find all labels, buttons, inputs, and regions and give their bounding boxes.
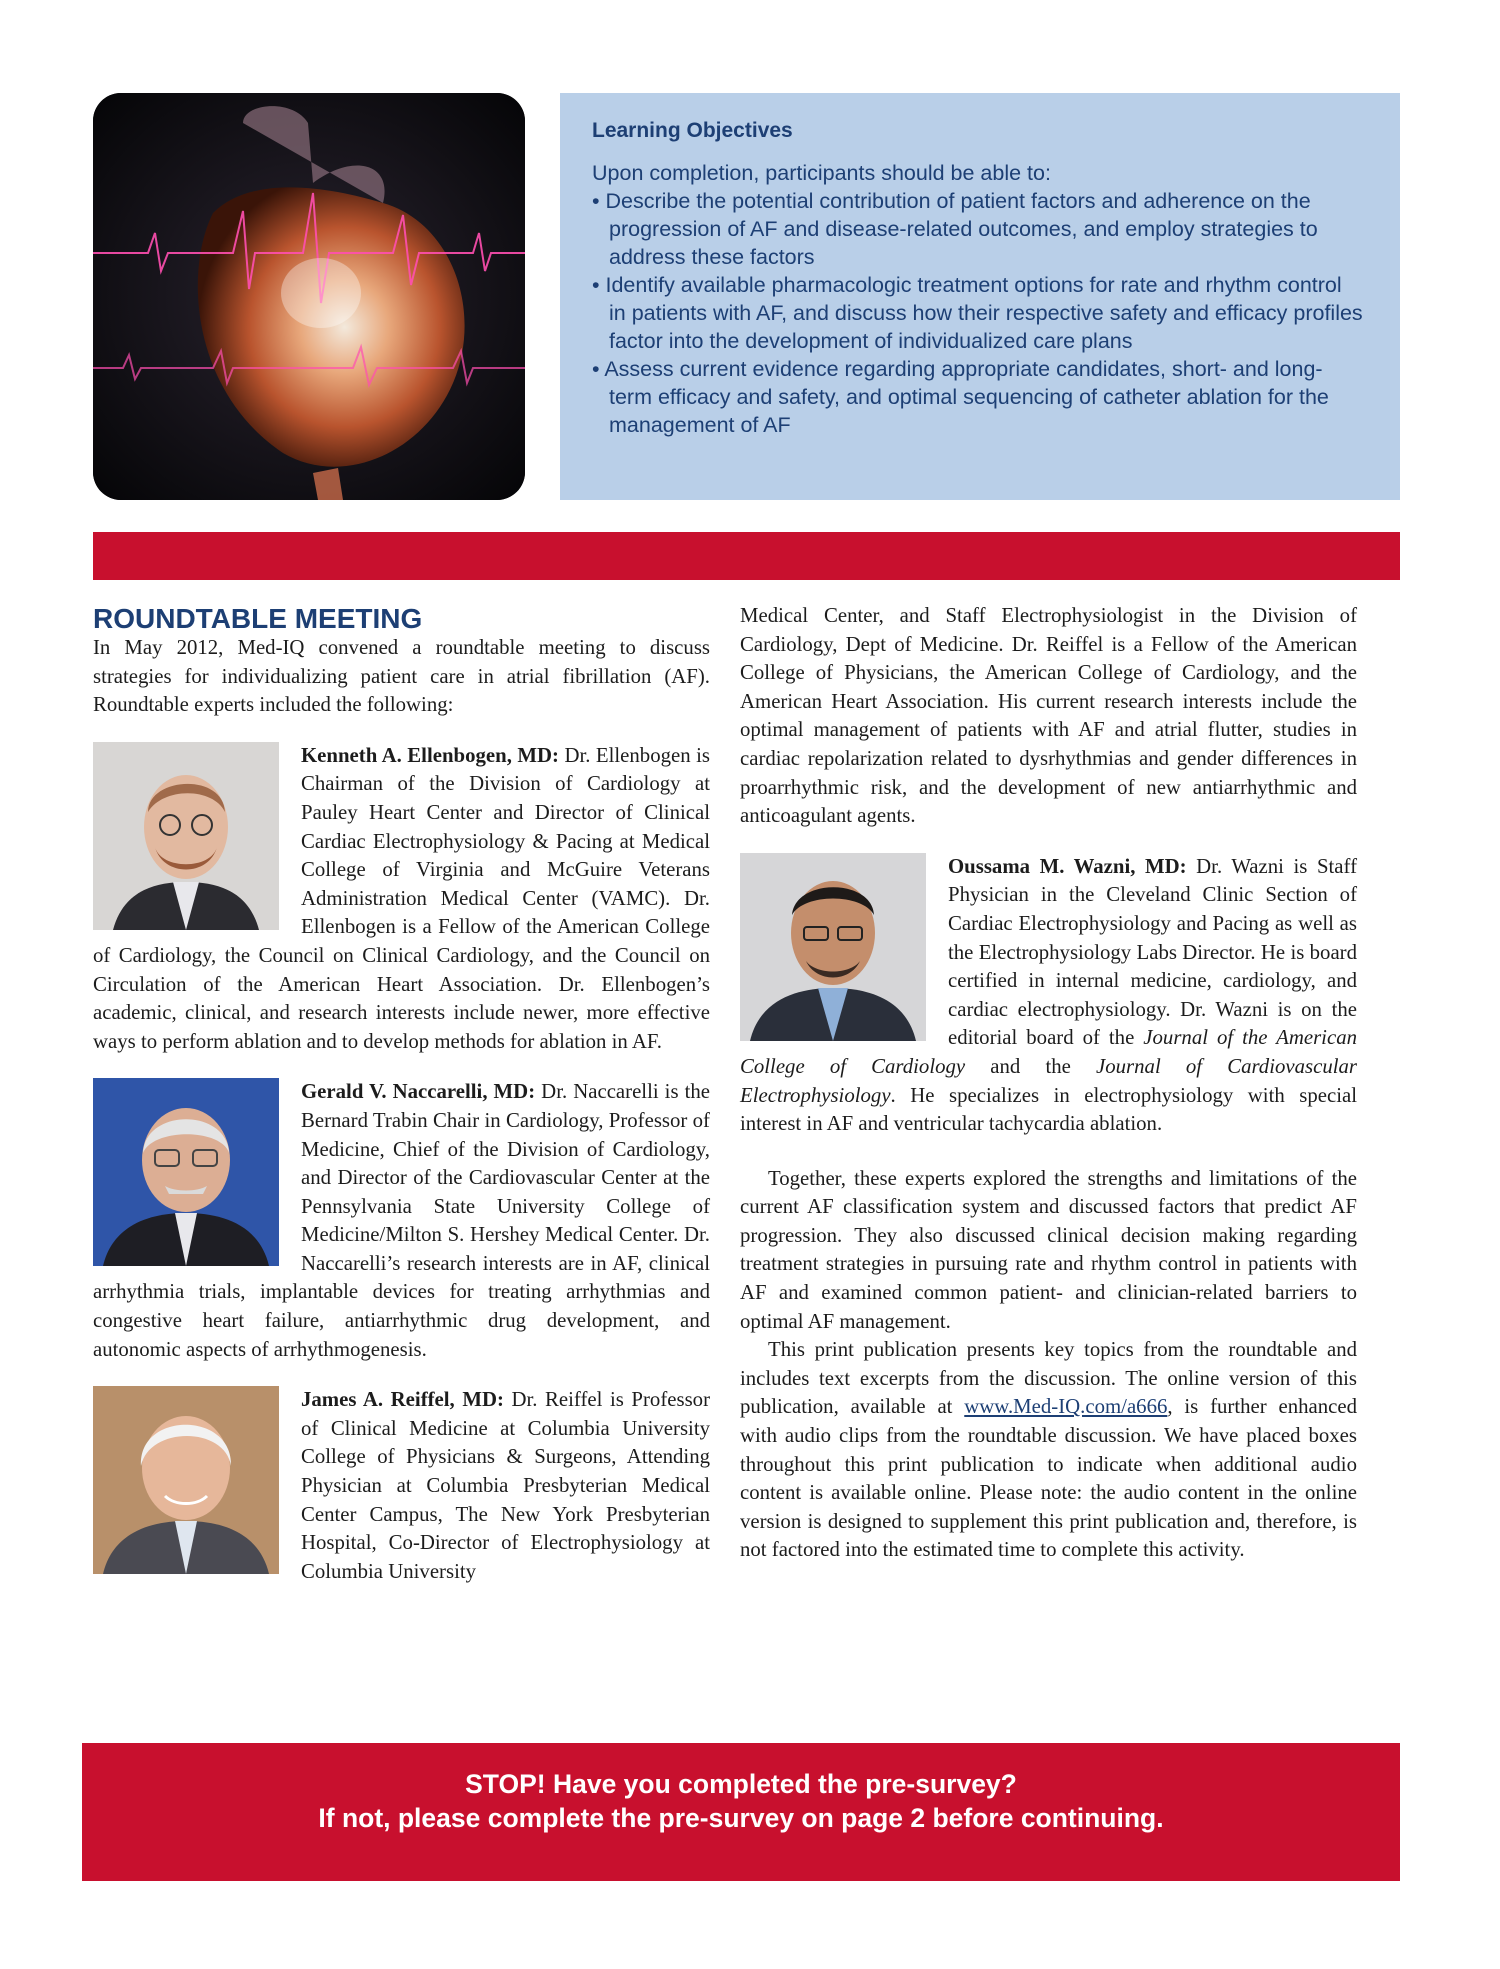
- pre-survey-reminder-banner: [82, 1743, 1400, 1881]
- bio-text: Dr. Wazni is Staff Physician in the Cleveland Clinic Section of Cardiac Electrophysiology and Pacing as well as the Electrophysiology Labs Director. He is board certified in internal medicine, cardiology, and cardiac electrophysiology. Dr. Wazni is on the editorial board of the: [948, 854, 1357, 1050]
- objective-item: • Assess current evidence regarding appropriate candidates, short- and long-term efficacy and safety, and optimal sequencing of catheter ablation for the management of AF: [592, 357, 1329, 437]
- bio-wazni: [740, 853, 1357, 1139]
- bio-name: Kenneth A. Ellenbogen, MD:: [301, 743, 559, 767]
- reminder-line-1: STOP! Have you completed the pre-survey?: [465, 1769, 1017, 1799]
- portrait-photo-naccarelli: [93, 1078, 279, 1266]
- paragraph-gap: [740, 1139, 1357, 1165]
- summary-paragraph: Together, these experts explored the strengths and limitations of the current AF classification system and discussed factors that predict AF progression. They also discussed clinical decision making regarding treatment strategies in pursuing rate and rhythm control in patients with AF and examined common patient- and clinician-related barriers to optimal AF management.: [740, 1166, 1357, 1333]
- section-divider-bar: [93, 532, 1400, 580]
- bio-text: Dr. Ellenbogen is Chairman of the Division of Cardiology at Pauley Heart Center and Director of Clinical Cardiac Electrophysiology & Pacing at Medical College of Virginia and McGuire Veterans Administration Medical Center (VAMC). Dr. Ellenbogen is a Fellow of the American College of Cardiology, the Council on Clinical Cardiology, and the Council on Circulation of the American Heart Association. Dr. Ellenbogen’s academic, clinical, and research interests include newer, more effective ways to perform ablation and to develop methods for ablation in AF.: [93, 743, 710, 1053]
- objective-item: • Describe the potential contribution of patient factors and adherence on the progression of AF and disease-related outcomes, and employ strategies to address these factors: [592, 189, 1318, 269]
- online-version-link[interactable]: www.Med-IQ.com/a666: [964, 1395, 1168, 1419]
- bio-name: Gerald V. Naccarelli, MD:: [301, 1080, 536, 1104]
- online-version-paragraph: [740, 1336, 1357, 1565]
- learning-objectives-box: [560, 93, 1400, 500]
- right-column: [740, 602, 1357, 1565]
- bio-text: . He specializes in electrophysiology with special interest in AF and ventricular tachycardia ablation.: [740, 1083, 1357, 1136]
- bio-text: Dr. Reiffel is Professor of Clinical Medicine at Columbia University College of Physicians & Surgeons, Attending Physician at Columbia Presbyterian Medical Center Campus, The New York Presbyterian Hospital, Co-Director of Electrophysiology at Columbia University: [301, 1388, 710, 1583]
- learning-objectives-intro: Upon completion, participants should be able to:: [592, 161, 1051, 185]
- roundtable-intro: In May 2012, Med-IQ convened a roundtable meeting to discuss strategies for individualizing patient care in atrial fibrillation (AF). Roundtable experts included the following:: [93, 636, 710, 717]
- heart-illustration: [93, 93, 525, 500]
- reiffel-bio-continued: Medical Center, and Staff Electrophysiologist in the Division of Cardiology, Dept of Medicine. Dr. Reiffel is a Fellow of the American College of Physicians, the American College of Cardiology, and the American Heart Association. His current research interests include the optimal management of patients with AF and atrial flutter, studies in cardiac repolarization related to dysrhythmias and gender differences in proarrhythmic risk, and the development of new antiarrhythmic and anticoagulant agents.: [740, 604, 1357, 828]
- portrait-photo-ellenbogen: [93, 742, 279, 930]
- bio-name: James A. Reiffel, MD:: [301, 1388, 504, 1412]
- left-column: [93, 602, 710, 1586]
- section-title: ROUNDTABLE MEETING: [93, 603, 423, 634]
- bio-reiffel: [93, 1386, 710, 1586]
- objective-item: • Identify available pharmacologic treatment options for rate and rhythm control in patients with AF, and discuss how their respective safety and efficacy profiles factor into the development of individualized care plans: [592, 273, 1363, 353]
- bio-name: Oussama M. Wazni, MD:: [948, 854, 1187, 878]
- portrait-photo-wazni: [740, 853, 926, 1041]
- bio-text: Dr. Naccarelli is the Bernard Trabin Chair in Cardiology, Professor of Medicine, Chief of the Division of Cardiology, and Director of the Cardiovascular Center at the Pennsylvania State University College of Medicine/Milton S. Hershey Medical Center. Dr. Naccarelli’s research interests are in AF, clinical arrhythmia trials, implantable devices for treating arrhythmias and congestive heart failure, antiarrhythmic drug development, and autonomic aspects of arrhythmogenesis.: [93, 1080, 711, 1361]
- bio-text: and the: [965, 1054, 1097, 1078]
- reminder-line-2: If not, please complete the pre-survey on page 2 before continuing.: [318, 1803, 1164, 1833]
- bio-ellenbogen: [93, 742, 710, 1057]
- portrait-photo-reiffel: [93, 1386, 279, 1574]
- journal-title: Journal of Cardiovascular Electrophysiology: [740, 1054, 1357, 1107]
- bio-naccarelli: [93, 1078, 710, 1364]
- paragraph-text: , is further enhanced with audio clips from the roundtable discussion. We have placed boxes throughout this print publication to indicate when additional audio content is available online. Please note: the audio content in the online version is designed to supplement this print publication and, therefore, is not factored into the estimated time to complete this activity.: [740, 1395, 1357, 1562]
- learning-objectives-list: [592, 187, 1364, 439]
- learning-objectives-title: Learning Objectives: [592, 119, 793, 142]
- paragraph-text: This print publication presents key topics from the roundtable and includes text excerpts from the discussion. The online version of this publication, available at: [740, 1338, 1357, 1419]
- journal-title: Journal of the American College of Cardiology: [740, 1026, 1357, 1078]
